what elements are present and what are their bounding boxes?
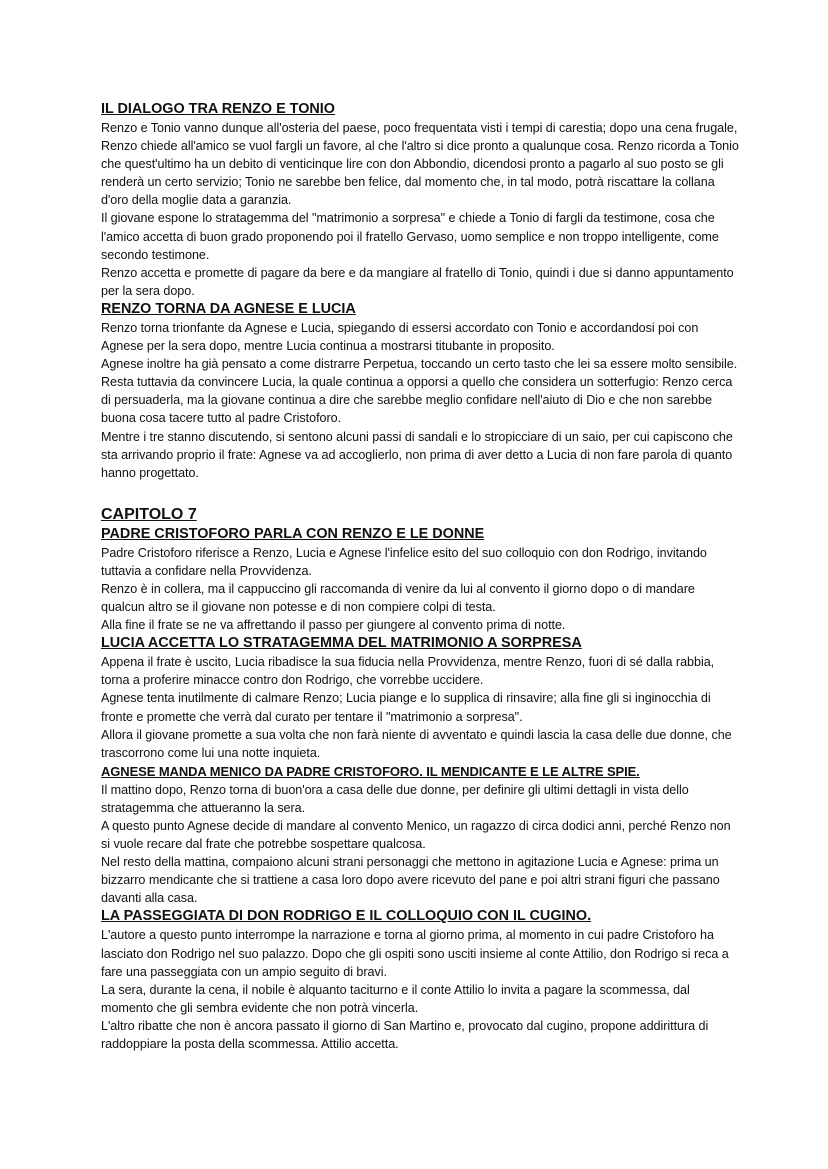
paragraph: Agnese inoltre ha già pensato a come distrarre Perpetua, toccando un certo tasto che lei sa essere molto sensibile. Resta tuttavia da convincere Lucia, la quale continua a opporsi a quello che considera un sotterfugio: Renzo cerca di persuaderla, ma la giovane continua a dire che sarebbe meglio confidare nell'aiuto di Dio e che non sarebbe buona cosa tacere tutto al padre Cristoforo. [101, 357, 738, 426]
paragraph: Renzo e Tonio vanno dunque all'osteria del paese, poco frequentata visti i tempi di carestia; dopo una cena frugale, Renzo chiede all'amico se vuol fargli un favore, al che l'altro si dice pronto a qualunque cosa. Renzo ricorda a Tonio che quest'ultimo ha un debito di venticinque lire con don Abbondio, dicendosi pronto a pagarlo al suo posto se gli renderà un certo servizio; Tonio ne sarebbe ben felice, dal momento che, in tal modo, potrà riscattare la collana d'oro della moglie data a garanzia. [101, 121, 739, 208]
section-heading: LUCIA ACCETTA LO STRATAGEMMA DEL MATRIMONIO A SORPRESA [101, 635, 582, 652]
section-padre-cristoforo [101, 525, 741, 634]
paragraph: Il giovane espone lo stratagemma del "matrimonio a sorpresa" e chiede a Tonio di fargli da testimone, cosa che l'amico accetta di buon grado proponendo poi il fratello Gervaso, uomo semplice e non troppo intelligente, come secondo testimone. [101, 211, 719, 262]
paragraph: Allora il giovane promette a sua volta che non farà niente di avventato e quindi lascia la casa delle due donne, che trascorrono come lui una notte inquieta. [101, 727, 732, 760]
section-dialogo-renzo-tonio [101, 100, 741, 300]
section-heading: IL DIALOGO TRA RENZO E TONIO [101, 101, 335, 117]
section-lucia-accetta [101, 634, 741, 762]
chapter-title: CAPITOLO 7 [101, 505, 197, 523]
paragraph: L'autore a questo punto interrompe la narrazione e torna al giorno prima, al momento in cui padre Cristoforo ha lasciato don Rodrigo nel suo palazzo. Dopo che gli ospiti sono usciti insieme al conte Attilio, don Rodrigo si reca a fare una passeggiata con un ampio seguito di bravi. [101, 928, 729, 979]
paragraph: Renzo torna trionfante da Agnese e Lucia, spiegando di essersi accordato con Tonio e accordandosi poi con Agnese per la sera dopo, mentre Lucia continua a mostrarsi titubante in proposito. [101, 320, 699, 354]
section-heading: LA PASSEGGIATA DI DON RODRIGO E IL COLLOQUIO CON IL CUGINO. [101, 908, 592, 925]
section-passeggiata-don-rodrigo [101, 907, 741, 1053]
paragraph: Agnese tenta inutilmente di calmare Renzo; Lucia piange e lo supplica di rinsavire; alla fine gli si inginocchia di fronte e promette che verrà dal curato per tentare il "matrimonio a sorpresa". [101, 691, 711, 724]
section-heading: RENZO TORNA DA AGNESE E LUCIA [101, 300, 356, 317]
section-heading: AGNESE MANDA MENICO DA PADRE CRISTOFORO. IL MENDICANTE E LE ALTRE SPIE. [101, 763, 640, 779]
section-agnese-menico [101, 762, 741, 908]
section-heading: PADRE CRISTOFORO PARLA CON RENZO E LE DONNE [101, 525, 485, 542]
paragraph: A questo punto Agnese decide di mandare al convento Menico, un ragazzo di circa dodici anni, perché Renzo non si vuole recare dal frate che potrebbe sospettare qualcosa. [101, 819, 731, 852]
paragraph: Appena il frate è uscito, Lucia ribadisce la sua fiducia nella Provvidenza, mentre Renzo, fuori di sé dalla rabbia, torna a proferire minacce contro don Rodrigo, che vorrebbe uccidere. [101, 655, 715, 688]
section-renzo-torna [101, 300, 741, 482]
paragraph: Padre Cristoforo riferisce a Renzo, Lucia e Agnese l'infelice esito del suo colloquio con don Rodrigo, invitando tuttavia a confidare nella Provvidenza. [101, 545, 707, 578]
paragraph: Alla fine il frate se ne va affrettando il passo per giungere al convento prima di notte. [101, 618, 566, 633]
paragraph: Renzo è in collera, ma il cappuccino gli raccomanda di venire da lui al convento il giorno dopo o di mandare qualcun altro se il giovane non potesse e di non compiere colpi di testa. [101, 581, 695, 615]
paragraph: La sera, durante la cena, il nobile è alquanto taciturno e il conte Attilio lo invita a pagare la scommessa, dal momento che gli sembra evidente che non potrà vincerla. [101, 982, 690, 1015]
paragraph: Renzo accetta e promette di pagare da bere e da mangiare al fratello di Tonio, quindi i due si danno appuntamento per la sera dopo. [101, 265, 734, 298]
paragraph: Nel resto della mattina, compaiono alcuni strani personaggi che mettono in agitazione Lucia e Agnese: prima un bizzarro mendicante che si trattiene a casa loro dopo avere ricevuto del pane e poi altri strani figuri che passano davanti alla casa. [101, 855, 720, 906]
paragraph: Mentre i tre stanno discutendo, si sentono alcuni passi di sandali e lo stropicciare di un saio, per cui capiscono che sta arrivando proprio il frate: Agnese va ad accoglierlo, non prima di aver detto a Lucia di non fare parola di quanto hanno progettato. [101, 429, 733, 480]
paragraph: L'altro ribatte che non è ancora passato il giorno di San Martino e, provocato dal cugino, propone addirittura di raddoppiare la posta della scommessa. Attilio accetta. [101, 1018, 709, 1052]
document-page [101, 100, 741, 1053]
paragraph: Il mattino dopo, Renzo torna di buon'ora a casa delle due donne, per definire gli ultimi dettagli in vista dello stratagemma che attueranno la sera. [101, 782, 689, 815]
